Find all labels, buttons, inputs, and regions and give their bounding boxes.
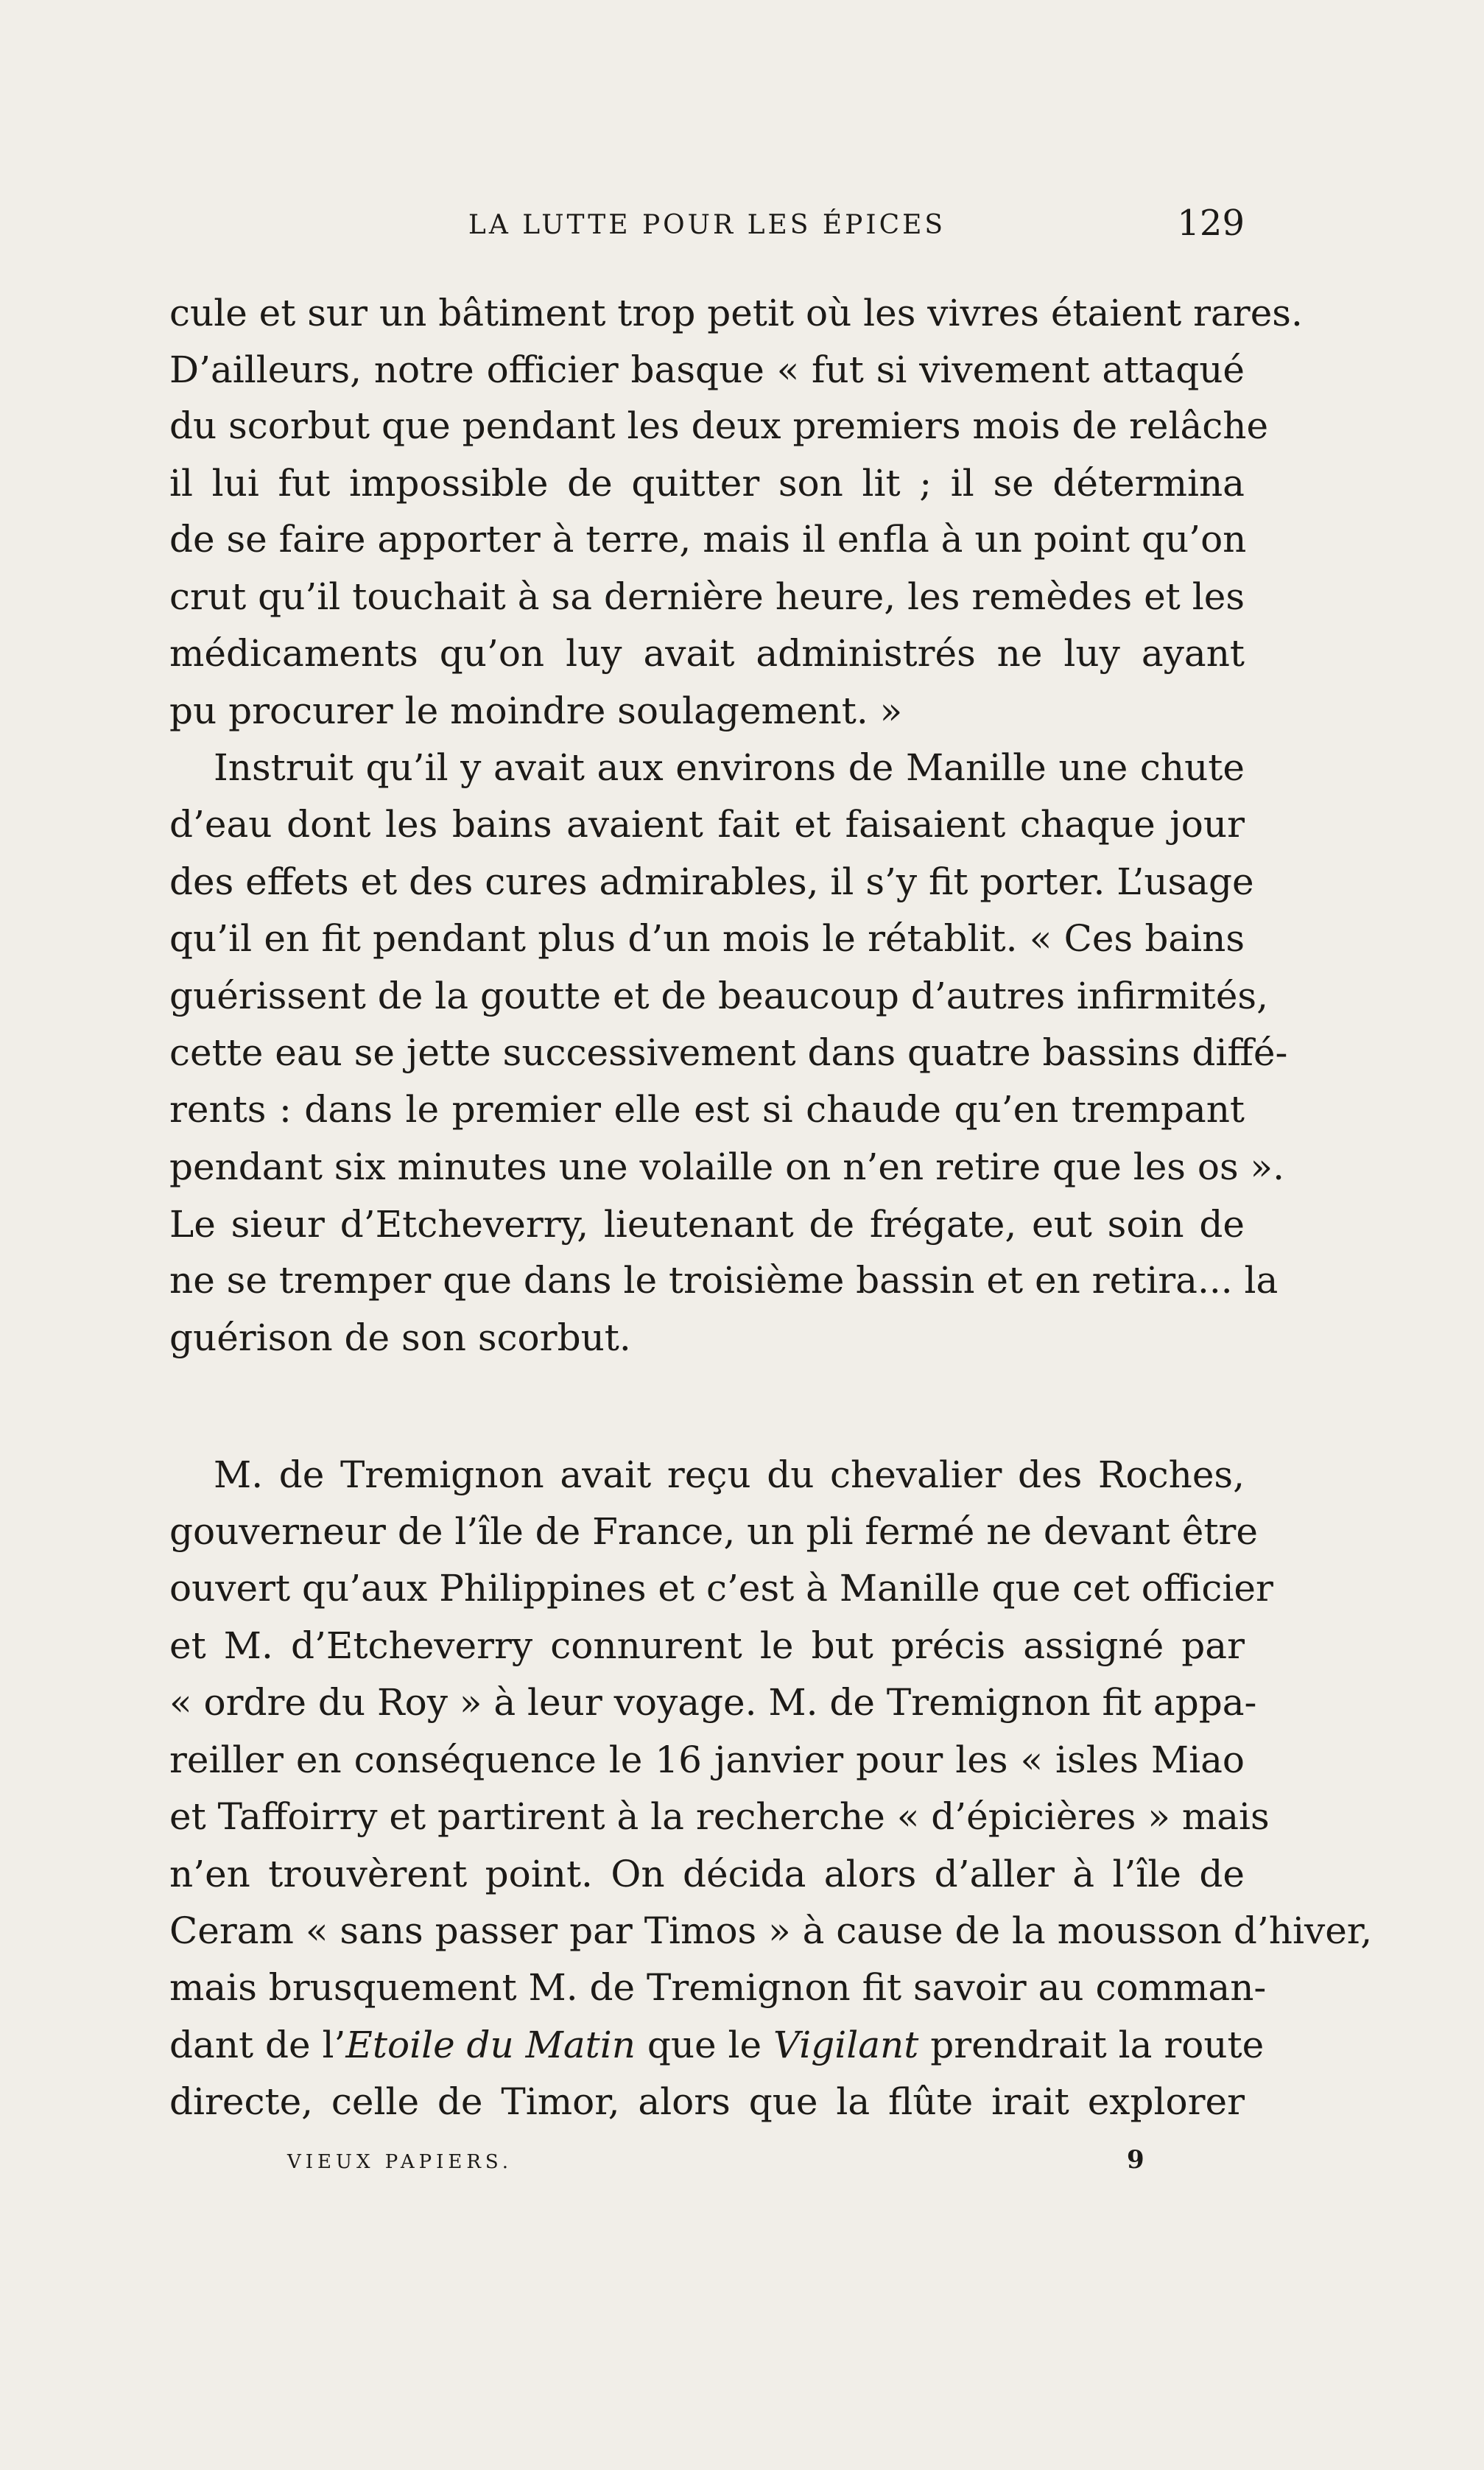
text-line: cette eau se jette successivement dans quatre bassins diffé- (169, 1031, 1288, 1074)
text-line: reiller en conséquence le 16 janvier pour les « isles Miao (169, 1739, 1245, 1781)
text-fragment: prendrait la route (918, 2024, 1265, 2066)
text-line: D’ailleurs, notre officier basque « fut si vivement attaqué (169, 348, 1245, 391)
text-line: cule et sur un bâtiment trop petit où les vivres étaient rares. (169, 292, 1303, 334)
text-line: n’en trouvèrent point. On décida alors d’aller à l’île de (169, 1853, 1245, 1895)
signature-mark: VIEUX PAPIERS. (287, 2151, 513, 2173)
text-line: guérissent de la goutte et de beaucoup d’autres infirmités, (169, 975, 1268, 1017)
text-line: des effets et des cures admirables, il s’y fit porter. L’usage (169, 860, 1254, 903)
text-line: qu’il en fit pendant plus d’un mois le rétablit. « Ces bains (169, 917, 1245, 960)
text-line: crut qu’il touchait à sa dernière heure, les remèdes et les (169, 575, 1245, 618)
running-title: LA LUTTE POUR LES ÉPICES (468, 210, 946, 240)
text-line: gouverneur de l’île de France, un pli fermé ne devant être (169, 1510, 1258, 1553)
sheet-number: 9 (1127, 2145, 1144, 2175)
text-line: médicaments qu’on luy avait administrés ne luy ayant (169, 632, 1245, 675)
text-line: Le sieur d’Etcheverry, lieutenant de frégate, eut soin de (169, 1203, 1245, 1246)
text-line: ouvert qu’aux Philippines et c’est à Manille que cet officier (169, 1567, 1273, 1610)
text-line: et Taffoirry et partirent à la recherche « d’épicières » mais (169, 1795, 1270, 1838)
text-line: rents : dans le premier elle est si chaude qu’en trempant (169, 1088, 1245, 1131)
page-header (169, 203, 1245, 247)
ship-name: Etoile du Matin (345, 2024, 636, 2066)
text-line: et M. d’Etcheverry connurent le but précis assigné par (169, 1624, 1245, 1667)
ship-name: Vigilant (773, 2024, 919, 2066)
text-fragment: dant de l’ (169, 2024, 346, 2066)
text-line: d’eau dont les bains avaient fait et faisaient chaque jour (169, 803, 1245, 846)
text-line: du scorbut que pendant les deux premiers mois de relâche (169, 404, 1269, 447)
text-line: pendant six minutes une volaille on n’en retire que les os ». (169, 1145, 1284, 1188)
page-number: 129 (1177, 203, 1245, 244)
text-line: Instruit qu’il y avait aux environs de Manille une chute (214, 746, 1245, 789)
text-fragment: que le (635, 2024, 774, 2066)
text-line: guérison de son scorbut. (169, 1316, 631, 1359)
text-line: directe, celle de Timor, alors que la flûte irait explorer (169, 2080, 1245, 2123)
text-line: mais brusquement M. de Tremignon fit savoir au comman- (169, 1966, 1267, 2009)
text-line-with-ship-names (169, 2021, 1265, 2069)
text-line: de se faire apporter à terre, mais il enfla à un point qu’on (169, 518, 1247, 561)
text-line: « ordre du Roy » à leur voyage. M. de Tremignon fit appa- (169, 1681, 1257, 1724)
text-line: ne se tremper que dans le troisième bassin et en retira... la (169, 1259, 1279, 1302)
text-line: Ceram « sans passer par Timos » à cause de la mousson d’hiver, (169, 1909, 1373, 1952)
text-line: pu procurer le moindre soulagement. » (169, 690, 903, 732)
text-line: il lui fut impossible de quitter son lit ; il se détermina (169, 462, 1245, 505)
text-line: M. de Tremignon avait reçu du chevalier des Roches, (214, 1453, 1245, 1496)
